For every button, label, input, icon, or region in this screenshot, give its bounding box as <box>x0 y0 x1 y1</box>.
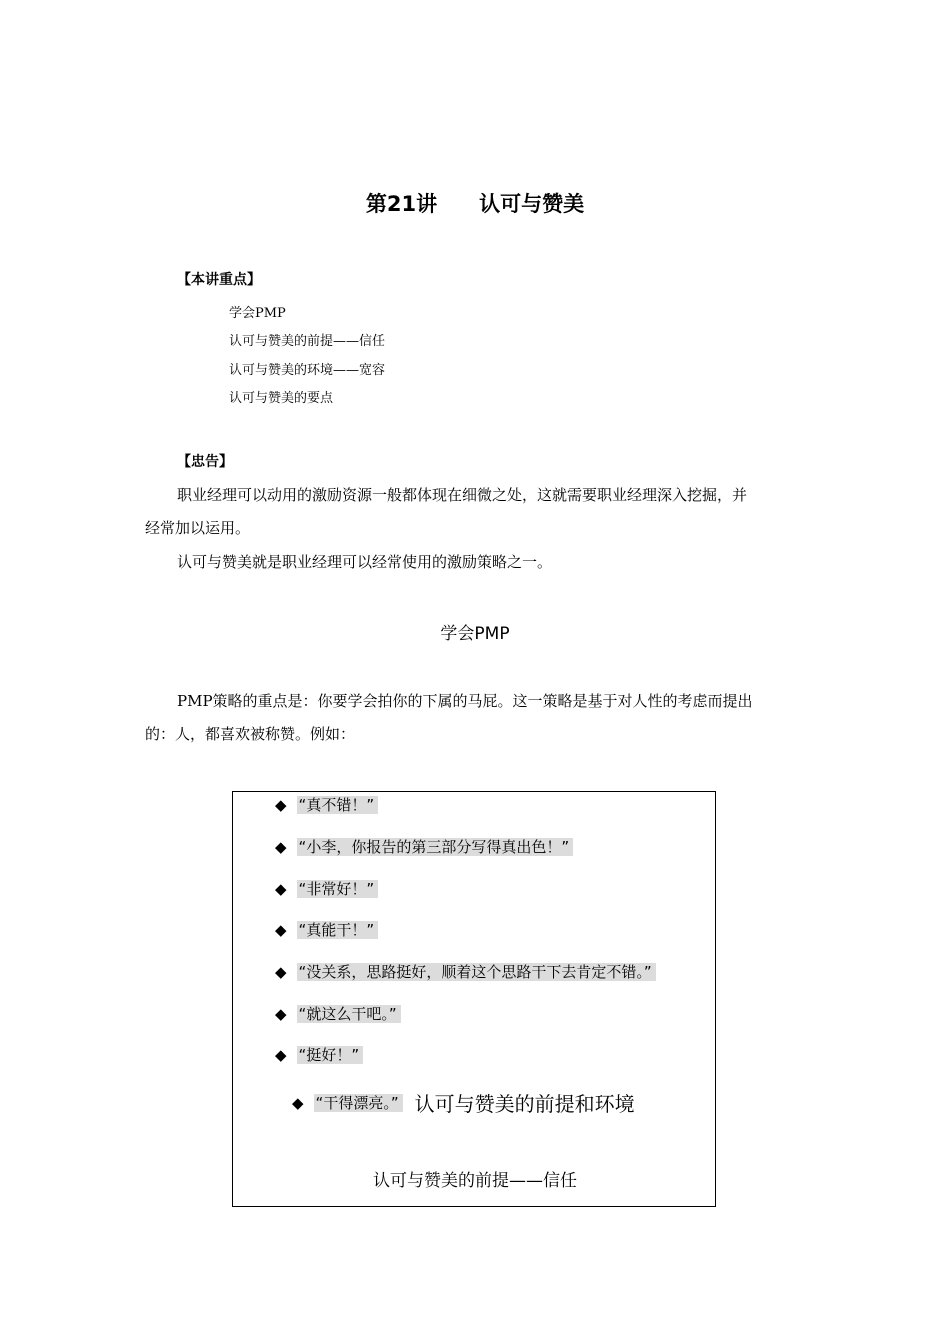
diamond-bullet-icon: ◆ <box>275 796 287 814</box>
pmp-paragraph-line: PMP策略的重点是：你要学会拍你的下属的马屁。这一策略是基于对人性的考虑而提出 <box>177 692 753 710</box>
advice-paragraph-line: 经常加以运用。 <box>145 519 251 537</box>
praise-quote: “非常好！” <box>297 880 379 898</box>
pmp-paragraph-line: 的：人，都喜欢被称赞。例如： <box>145 725 356 743</box>
diamond-bullet-icon: ◆ <box>275 880 287 898</box>
diamond-bullet-icon: ◆ <box>275 838 287 856</box>
key-points-heading: 【本讲重点】 <box>177 272 261 288</box>
diamond-bullet-icon: ◆ <box>275 1046 287 1064</box>
diamond-bullet-icon: ◆ <box>275 963 287 981</box>
heading-premise-trust: 认可与赞美的前提——信任 <box>373 1171 577 1191</box>
lecture-number: 第21讲 <box>365 192 438 216</box>
praise-quote-item <box>292 1088 635 1117</box>
advice-paragraph: 认可与赞美就是职业经理可以经常使用的激励策略之一。 <box>177 553 553 571</box>
praise-quote-item <box>275 921 378 939</box>
praise-quote: “真不错！” <box>297 796 379 814</box>
page-title <box>0 188 950 218</box>
praise-quote: “挺好！” <box>297 1046 364 1064</box>
diamond-bullet-icon: ◆ <box>292 1093 304 1112</box>
praise-quote-item <box>275 1046 363 1064</box>
praise-quote-item <box>275 796 378 814</box>
praise-quote-item <box>275 1005 401 1023</box>
praise-quote-item <box>275 838 573 856</box>
advice-heading: 【忠告】 <box>177 454 233 470</box>
praise-quote-item <box>275 880 378 898</box>
praise-quote: “就这么干吧。” <box>297 1005 401 1023</box>
key-point-item: 认可与赞美的环境——宽容 <box>229 363 386 378</box>
key-point-item: 学会PMP <box>229 306 286 321</box>
section-heading-pmp: 学会PMP <box>440 624 510 644</box>
key-point-item: 认可与赞美的前提——信任 <box>229 334 386 349</box>
praise-quote: “小李，你报告的第三部分写得真出色！” <box>297 838 574 856</box>
praise-quote: “干得漂亮。” <box>314 1094 403 1112</box>
diamond-bullet-icon: ◆ <box>275 1005 287 1023</box>
praise-quote-item <box>275 963 656 981</box>
lecture-title: 认可与赞美 <box>479 192 585 216</box>
heading-premise-environment: 认可与赞美的前提和环境 <box>414 1092 635 1116</box>
diamond-bullet-icon: ◆ <box>275 921 287 939</box>
praise-quote: “真能干！” <box>297 921 379 939</box>
key-point-item: 认可与赞美的要点 <box>229 391 334 406</box>
praise-examples-box <box>232 791 716 1207</box>
praise-quote: “没关系，思路挺好，顺着这个思路干下去肯定不错。” <box>297 963 656 981</box>
advice-paragraph-line: 职业经理可以动用的激励资源一般都体现在细微之处，这就需要职业经理深入挖掘，并 <box>177 486 748 504</box>
